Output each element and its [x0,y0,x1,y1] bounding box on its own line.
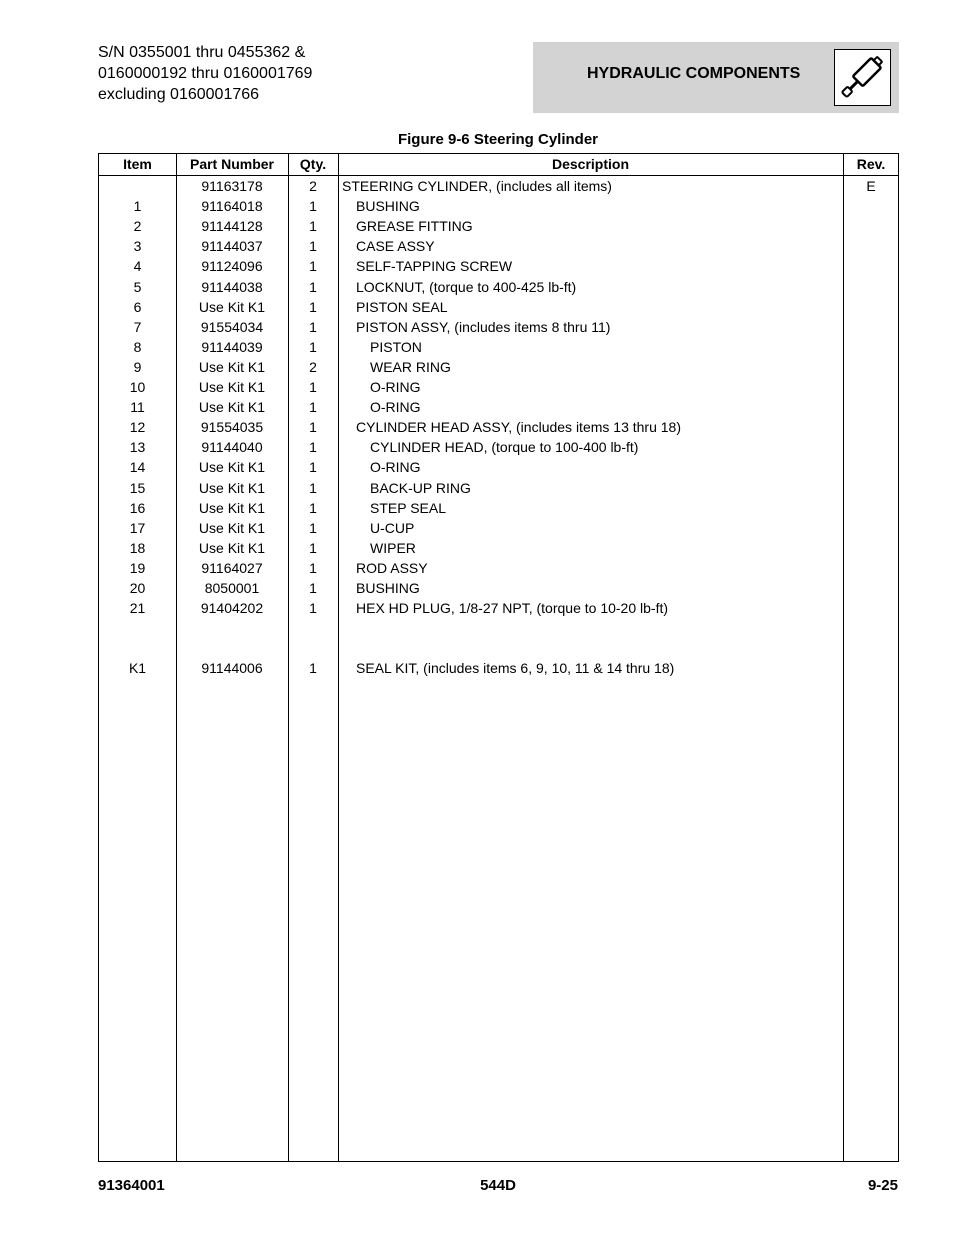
description-cell: PISTON ASSY, (includes items 8 thru 11) [356,318,611,335]
table-row [99,658,898,678]
description-cell: WEAR RING [370,358,451,375]
section-title: HYDRAULIC COMPONENTS [587,65,801,82]
item-cell: 1 [133,198,142,215]
description-cell: GREASE FITTING [356,218,473,235]
table-row [99,598,898,618]
description-cell: PISTON [370,338,422,355]
table-row [99,256,898,276]
table-row [99,498,898,518]
table-row [99,176,898,196]
serial-line: 0160000192 thru 0160001769 [98,65,313,82]
qty-cell: 1 [309,258,317,275]
qty-cell: 1 [309,499,317,516]
part-number-cell: 91144038 [201,278,263,295]
part-number-cell: Use Kit K1 [198,358,266,375]
table-row [99,277,898,297]
table-row [99,216,898,236]
part-number-cell: 91144128 [201,218,263,235]
qty-cell: 1 [309,600,317,617]
item-cell: 10 [129,379,146,395]
item-cell: 15 [129,479,146,496]
part-number-cell: Use Kit K1 [198,399,266,416]
part-number-cell: 91164018 [201,198,263,215]
table-row [99,518,898,538]
item-cell: 21 [129,600,146,617]
description-cell: SELF-TAPPING SCREW [356,258,513,275]
item-cell: 19 [129,559,146,576]
serial-number-range [98,42,312,105]
table-row [99,297,898,317]
part-number-cell: 91144039 [201,338,263,355]
item-cell: 8 [133,338,142,355]
qty-cell: 1 [309,580,317,596]
figure-title: Figure 9-6 Steering Cylinder [397,131,599,148]
table-row [99,397,898,417]
description-cell: STEP SEAL [370,499,447,516]
column-header-part-number: Part Number [189,156,275,172]
part-number-cell: 91554035 [200,419,264,436]
table-row [99,417,898,437]
column-header-rev: Rev. [856,156,886,172]
qty-cell: 2 [309,358,317,375]
qty-cell: 1 [309,539,317,556]
table-row [99,337,898,357]
table-row [99,478,898,498]
item-cell: 12 [129,419,146,436]
item-cell: 4 [133,258,142,275]
item-cell: 20 [129,580,146,596]
description-cell: LOCKNUT, (torque to 400-425 lb-ft) [356,278,577,295]
table-row [99,357,898,377]
table-row [99,377,898,397]
qty-cell: 1 [309,218,317,235]
part-number-cell: 91404202 [200,600,264,617]
description-cell: PISTON SEAL [356,298,448,315]
part-number-cell: Use Kit K1 [198,379,266,395]
description-cell: O-RING [370,379,421,395]
item-cell: 11 [130,399,145,416]
qty-cell: 1 [309,238,317,255]
qty-cell: 1 [309,660,317,677]
part-number-cell: 91124096 [201,258,263,275]
description-cell: ROD ASSY [356,559,428,576]
description-cell: BUSHING [356,198,420,215]
description-cell: CYLINDER HEAD ASSY, (includes items 13 thru 18) [356,419,681,436]
footer-document-number: 91364001 [98,1177,165,1194]
qty-cell: 1 [309,379,317,395]
table-row [99,317,898,337]
table-row [99,638,898,658]
description-cell: WIPER [370,539,416,556]
part-number-cell: 91144006 [201,660,263,677]
item-cell: 13 [129,439,146,456]
item-cell: 6 [133,298,142,315]
qty-cell: 1 [309,459,317,476]
column-header-qty: Qty. [299,156,327,172]
footer-page-number: 9-25 [867,1177,898,1194]
qty-cell: 1 [309,198,317,215]
item-cell: 5 [133,278,142,295]
qty-cell: 1 [309,338,317,355]
column-header-item: Item [123,156,152,172]
qty-cell: 1 [309,419,317,436]
part-number-cell: 91144040 [201,439,263,456]
item-cell: 2 [133,218,142,235]
table-row [99,558,898,578]
description-cell: O-RING [370,399,421,416]
qty-cell: 1 [309,298,317,315]
item-cell: K1 [128,660,147,677]
table-row [99,196,898,216]
item-cell: 17 [129,519,146,536]
description-cell: CASE ASSY [356,238,435,255]
item-cell: 9 [133,358,142,375]
description-cell: U-CUP [370,519,415,536]
description-cell: STEERING CYLINDER, (includes all items) [342,178,612,194]
table-row [99,578,898,598]
description-cell: SEAL KIT, (includes items 6, 9, 10, 11 & 14 thru 18) [356,660,675,677]
description-cell: BACK-UP RING [370,479,471,496]
column-header-description: Description [551,156,629,172]
description-cell: BUSHING [356,580,420,596]
description-cell: HEX HD PLUG, 1/8-27 NPT, (torque to 10-20 lb-ft) [356,600,669,617]
qty-cell: 1 [309,399,317,416]
parts-table [98,153,899,1162]
description-cell: O-RING [370,459,421,476]
item-cell: 14 [129,459,146,476]
item-cell: 18 [129,539,146,556]
qty-cell: 1 [309,439,317,456]
table-row [99,618,898,638]
part-number-cell: 8050001 [204,580,260,596]
qty-cell: 1 [309,479,317,496]
part-number-cell: 91163178 [201,178,263,194]
table-row [99,538,898,558]
item-cell: 3 [133,238,142,255]
rev-cell: E [866,178,876,194]
description-cell: CYLINDER HEAD, (torque to 100-400 lb-ft) [370,439,639,456]
item-cell: 7 [133,318,142,335]
footer-model: 544D [480,1177,516,1194]
hydraulic-cylinder-icon [834,49,891,106]
part-number-cell: Use Kit K1 [198,519,266,536]
qty-cell: 1 [309,519,317,536]
table-row [99,457,898,477]
part-number-cell: 91144037 [201,238,263,255]
part-number-cell: Use Kit K1 [198,298,266,315]
item-cell: 16 [129,499,146,516]
part-number-cell: Use Kit K1 [198,459,266,476]
part-number-cell: Use Kit K1 [198,539,266,556]
serial-line: excluding 0160001766 [98,86,260,103]
qty-cell: 1 [309,278,317,295]
table-row [99,236,898,256]
qty-cell: 2 [309,178,317,194]
part-number-cell: Use Kit K1 [198,479,266,496]
qty-cell: 1 [309,559,317,576]
part-number-cell: 91164027 [201,559,263,576]
part-number-cell: 91554034 [200,318,264,335]
qty-cell: 1 [309,318,317,335]
table-row [99,437,898,457]
part-number-cell: Use Kit K1 [198,499,266,516]
section-header [533,42,899,113]
serial-line: S/N 0355001 thru 0455362 & [98,44,306,61]
